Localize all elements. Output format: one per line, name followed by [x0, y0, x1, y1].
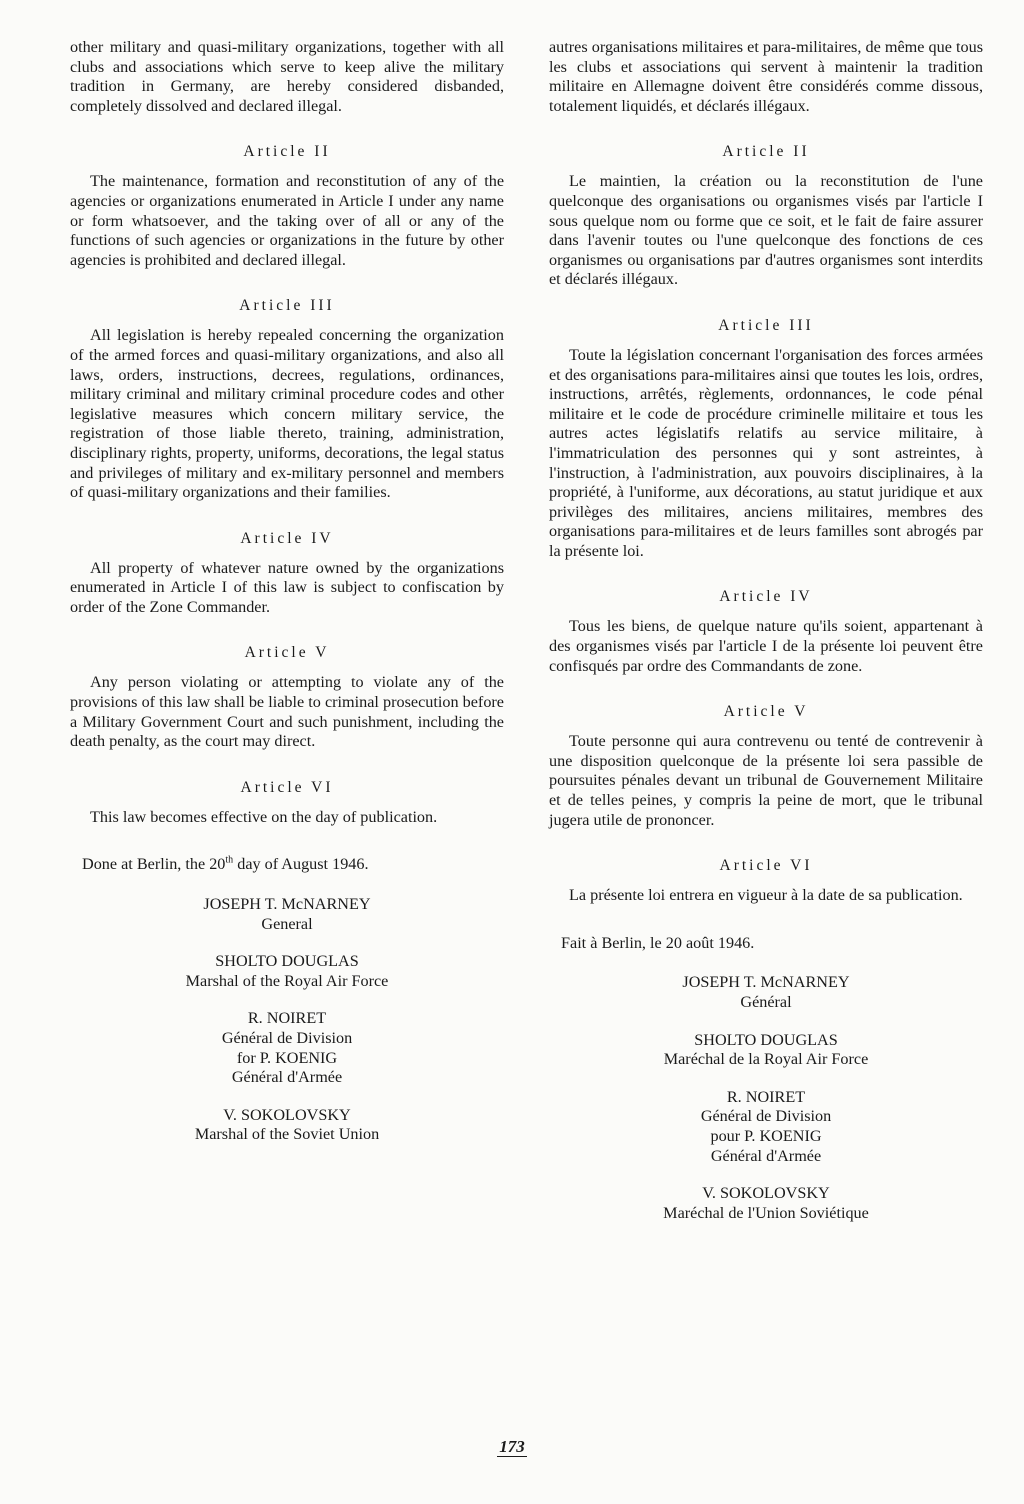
french-article-6	[549, 856, 983, 906]
signature-block	[549, 1088, 983, 1166]
signatory-name: R. NOIRET	[726, 1087, 806, 1106]
signatory-title: Général d'Armée	[231, 1068, 343, 1087]
french-done-line: Fait à Berlin, le 20 août 1946.	[561, 933, 755, 952]
french-article-4	[549, 587, 983, 676]
signatory-name: V. SOKOLOVSKY	[702, 1184, 830, 1203]
article-text: The maintenance, formation and reconstitution of any of the agencies or organizations enumerated in Article I under any name or form whatsoever, and the taking over of all or any of the functions of such agencies or organizations in the future by other agencies is prohibited and declared illegal.	[70, 172, 504, 269]
french-intro-paragraph: autres organisations militaires et para-militaires, de même que tous les clubs et associations qui servent à maintenir la tradition militaire en Allemagne doivent être considérés comme dissous, totalement liquidés, et déclarés illégaux.	[549, 38, 983, 115]
article-heading: Article IV	[719, 588, 813, 606]
article-heading: Article V	[723, 703, 809, 721]
signatory-title: General	[261, 914, 313, 933]
english-column	[70, 38, 504, 1163]
french-article-3	[549, 316, 983, 562]
article-heading: Article II	[243, 143, 331, 161]
signatory-title: for P. KOENIG	[236, 1048, 338, 1067]
done-text: Done at Berlin, the 20	[82, 855, 226, 874]
english-done-line	[70, 855, 504, 875]
article-heading: Article II	[722, 143, 810, 161]
english-intro-paragraph: other military and quasi-military organizations, together with all clubs and associations which serve to keep alive the military tradition in Germany, are hereby considered disbanded, completely dissolved and declared illegal.	[70, 38, 504, 115]
article-heading: Article III	[718, 316, 814, 334]
signatory-name: SHOLTO DOUGLAS	[215, 952, 359, 971]
article-text: This law becomes effective on the day of publication.	[90, 807, 438, 826]
article-text: Le maintien, la création ou la reconstitution de l'une quelconque des organisations ou organismes visés par l'article I sous quelque nom ou forme que ce soit, et le fait de faire assurer dans l'avenir toutes ou l'une quelconque des fonctions de ces organismes ou organisations par d'autres organismes sont interdits et déclarés illégaux.	[549, 172, 983, 289]
done-superscript: th	[225, 855, 234, 867]
english-article-5	[70, 643, 504, 751]
signatory-title: Général de Division	[221, 1029, 353, 1047]
french-article-5	[549, 702, 983, 830]
signature-block	[70, 1009, 504, 1087]
signature-block	[70, 1106, 504, 1145]
signatory-title: Marshal of the Soviet Union	[194, 1125, 380, 1144]
english-article-2	[70, 142, 504, 270]
signatory-name: SHOLTO DOUGLAS	[694, 1030, 838, 1049]
signatory-name: JOSEPH T. McNARNEY	[682, 973, 850, 992]
article-heading: Article III	[239, 297, 335, 315]
article-heading: Article IV	[240, 529, 334, 547]
english-article-4	[70, 529, 504, 618]
signature-block	[549, 1184, 983, 1223]
done-text-end: day of August 1946.	[233, 855, 369, 874]
signature-block	[70, 895, 504, 934]
signatory-name: V. SOKOLOVSKY	[223, 1105, 351, 1124]
signatory-name: R. NOIRET	[247, 1009, 327, 1028]
english-article-6	[70, 778, 504, 828]
signatory-title: Marshal of the Royal Air Force	[185, 971, 389, 990]
article-text: All legislation is hereby repealed concerning the organization of the armed forces and quasi-military organizations, and also all laws, orders, instructions, decrees, regulations, ordinances, military criminal and military criminal procedure codes and other legislative measures which concern military service, the registration of those liable thereto, training, administration, disciplinary rights, property, uniforms, decorations, the legal status and privileges of military and ex-military personnel and members of quasi-military organizations and their families.	[70, 326, 504, 502]
article-text: Toute la législation concernant l'organisation des forces armées et des organisations para-militaires ainsi que toutes les lois, ordres, instructions, arrêtés, règlements, ordonnances, le code pénal militaire et le code de procédure criminelle militaire et tous les autres actes législatifs relatifs au service militaire, à l'immatriculation des personnes qui y sont astreintes, à l'instruction, à l'administration, aux pouvoirs disciplinaires, à la propriété, à l'uniforme, aux décorations, au statut juridique et aux privilèges des militaires, anciens militaires, membres des organisations para-militaires et de leurs familles sont abrogés par la présente loi.	[549, 345, 983, 560]
french-column	[549, 38, 983, 1241]
article-text: Toute personne qui aura contrevenu ou tenté de contrevenir à une disposition quelconque de la présente loi sera passible de poursuites pénales devant un tribunal de Gouvernement Militaire et de telles peines, y compris la peine de mort, que le tribunal jugera utile de prononcer.	[549, 732, 983, 829]
signatory-title: Général	[740, 993, 792, 1011]
page-number-text: 173	[499, 1437, 525, 1456]
signature-block	[70, 952, 504, 991]
article-heading: Article VI	[240, 778, 334, 796]
french-article-2	[549, 142, 983, 290]
signatory-title: pour P. KOENIG	[710, 1126, 822, 1145]
article-text: Tous les biens, de quelque nature qu'ils soient, appartenant à des organismes visés par l'article I de la présente loi peuvent être confisqués par ordre des Commandants de zone.	[549, 617, 983, 675]
signature-block	[549, 1031, 983, 1070]
article-text: All property of whatever nature owned by the organizations enumerated in Article I of this law is subject to confiscation by order of the Zone Commander.	[70, 558, 504, 616]
signatory-title: Général de Division	[700, 1107, 832, 1126]
article-heading: Article VI	[719, 857, 813, 875]
page-number	[0, 1437, 1024, 1457]
signature-block	[549, 973, 983, 1012]
article-text: La présente loi entrera en vigueur à la date de sa publication.	[569, 886, 963, 905]
article-heading: Article V	[244, 644, 330, 662]
english-article-3	[70, 296, 504, 502]
signatory-title: Maréchal de l'Union Soviétique	[663, 1203, 869, 1222]
signatory-title: Maréchal de la Royal Air Force	[663, 1050, 869, 1069]
signatory-name: JOSEPH T. McNARNEY	[203, 895, 371, 914]
signatory-title: Général d'Armée	[710, 1146, 822, 1165]
article-text: Any person violating or attempting to violate any of the provisions of this law shall be liable to criminal prosecution before a Military Government Court and such punishment, including the death penalty, as the court may direct.	[70, 673, 504, 751]
